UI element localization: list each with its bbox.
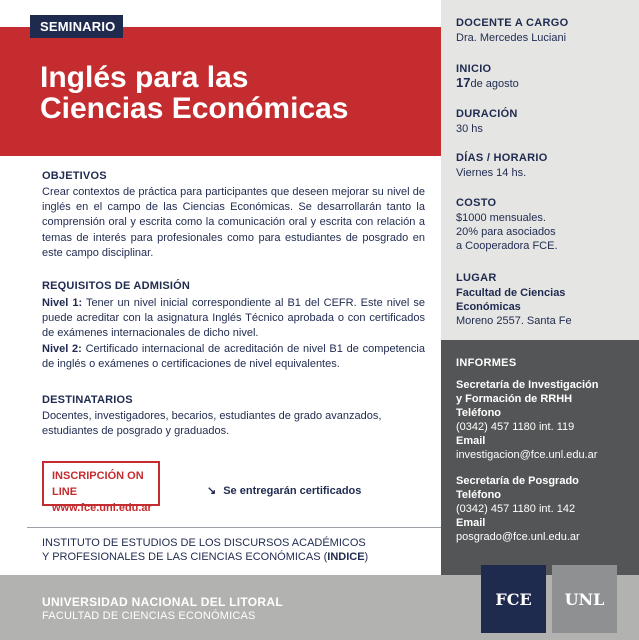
costo-line-2: 20% para asociados <box>456 226 556 238</box>
objetivos-text: Crear contextos de práctica para participantes que deseen mejorar su nivel de inglés en el campo de las Ciencias Económicas. Se desarrollarán tanto la comprensión oral y escrita como la comunicación oral y escrita con relación a temas de interés para profesionales como para estudiantes de posgrado en este campo disciplinar. <box>42 186 425 259</box>
costo-heading: COSTO <box>456 197 497 209</box>
lugar-line-2: Económicas <box>456 301 521 313</box>
nivel-1-label: Nivel 1: <box>42 297 83 309</box>
duracion-heading: DURACIÓN <box>456 108 518 120</box>
contact-2-phone: (0342) 457 1180 int. 142 <box>456 503 576 515</box>
contact-1-phone-label: Teléfono <box>456 407 502 419</box>
costo-line-1: $1000 mensuales. <box>456 212 546 224</box>
page-title <box>40 62 348 124</box>
instituto-line-1: INSTITUTO DE ESTUDIOS DE LOS DISCURSOS ACADÉMICOS <box>42 537 366 549</box>
contact-investigacion <box>456 378 598 462</box>
destinatarios-heading: DESTINATARIOS <box>42 394 133 406</box>
contact-1-email-link[interactable]: investigacion@fce.unl.edu.ar <box>456 449 598 461</box>
costo-value <box>456 211 558 253</box>
lugar-line-3: Moreno 2557. Santa Fe <box>456 315 572 327</box>
destinatarios-text: Docentes, investigadores, becarios, estudiantes de grado avanzados, estudiantes de posgrado y graduados. <box>42 410 382 438</box>
university-name: UNIVERSIDAD NACIONAL DEL LITORAL <box>42 595 283 609</box>
docente-heading: DOCENTE A CARGO <box>456 17 569 29</box>
unl-logo: UNL <box>552 565 617 633</box>
contact-2-name: Secretaría de Posgrado <box>456 475 579 487</box>
lugar-heading: LUGAR <box>456 272 497 284</box>
contact-2-email-link[interactable]: posgrado@fce.unl.edu.ar <box>456 531 580 543</box>
dias-heading: DÍAS / HORARIO <box>456 152 548 164</box>
contact-2-phone-label: Teléfono <box>456 489 502 501</box>
fce-logo: FCE <box>481 565 546 633</box>
seminar-tag: SEMINARIO <box>30 15 123 38</box>
requisitos-heading: REQUISITOS DE ADMISIÓN <box>42 280 191 292</box>
certificados-note <box>207 484 361 497</box>
contact-1-email-label: Email <box>456 435 486 447</box>
instituto-line-2 <box>42 550 368 565</box>
lugar-line-1: Facultad de Ciencias <box>456 287 566 299</box>
nivel-2-text: Certificado internacional de acreditación de nivel B1 de competencia de inglés o exámenes o certificaciones de nivel equivalentes. <box>42 342 425 370</box>
title-line-2: Ciencias Económicas <box>40 92 349 125</box>
instituto-line-2-suffix: ) <box>364 551 369 563</box>
contact-1-name-line-2: y Formación de RRHH <box>456 393 573 405</box>
contact-1-phone: (0342) 457 1180 int. 119 <box>456 421 575 433</box>
nivel-1 <box>42 296 425 342</box>
duracion-value: 30 hs <box>456 123 483 135</box>
contact-posgrado <box>456 474 580 544</box>
costo-line-3: a Cooperadora FCE. <box>456 240 558 252</box>
nivel-2-label: Nivel 2: <box>42 342 82 355</box>
inscripcion-url-link[interactable]: www.fce.unl.edu.ar <box>52 502 152 514</box>
instituto-acronym: INDICE <box>327 551 365 563</box>
inicio-month: de agosto <box>470 78 519 90</box>
inscripcion-box[interactable] <box>42 461 160 514</box>
lugar-value <box>456 286 572 328</box>
inscripcion-label: INSCRIPCIÓN ON LINE <box>52 470 144 498</box>
objetivos-heading: OBJETIVOS <box>42 170 107 182</box>
arrow-down-right-icon: ↘ <box>207 485 217 497</box>
docente-value: Dra. Mercedes Luciani <box>456 32 567 44</box>
contact-1-name-line-1: Secretaría de Investigación <box>456 379 599 391</box>
contact-2-email-label: Email <box>456 517 486 529</box>
nivel-2 <box>42 342 425 372</box>
dias-value: Viernes 14 hs. <box>456 167 527 179</box>
faculty-name: FACULTAD DE CIENCIAS ECONÓMICAS <box>42 610 256 622</box>
requisitos-text <box>42 296 425 372</box>
certificados-text: Se entregarán certificados <box>223 485 362 497</box>
divider <box>27 527 441 528</box>
inicio-value <box>456 76 519 91</box>
informes-heading: INFORMES <box>456 357 517 369</box>
inicio-heading: INICIO <box>456 63 492 75</box>
instituto-line-2-prefix: Y PROFESIONALES DE LAS CIENCIAS ECONÓMICAS ( <box>42 551 328 563</box>
nivel-1-text: Tener un nivel inicial correspondiente al B1 del CEFR. Este nivel se puede acreditar con la asignatura Inglés Técnico aprobada o con certificados de exámenes internacionales de dicho nivel. <box>42 297 425 340</box>
title-line-1: Inglés para las <box>40 61 249 94</box>
inicio-day: 17 <box>456 75 471 90</box>
